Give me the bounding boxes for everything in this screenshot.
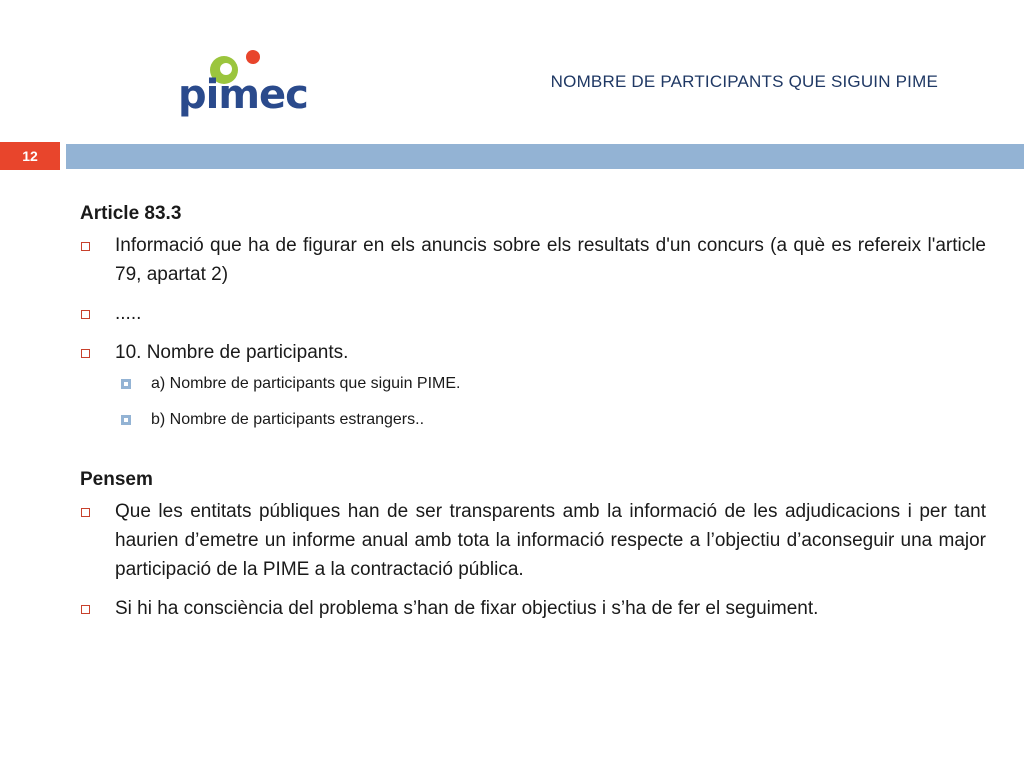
section-heading-article: Article 83.3 (80, 203, 182, 224)
sub-list-item (121, 373, 986, 395)
pimec-logo (176, 46, 308, 126)
list-item (80, 231, 986, 289)
list-item-text: Informació que ha de figurar en els anuncis sobre els resultats d'un concurs (a què es refereix l'article 79, apartat 2) (115, 235, 986, 285)
logo-text: pimec (178, 72, 308, 118)
square-sub-bullet-icon (121, 379, 131, 389)
list-item-text: Si hi ha consciència del problema s’han de fixar objectius i s’ha de fer el seguiment. (115, 598, 819, 619)
pensem-bullet-list (80, 497, 986, 623)
page-number: 12 (0, 142, 60, 170)
square-bullet-icon (81, 242, 90, 251)
list-item-text: ..... (115, 303, 142, 324)
sub-list-item-text: a) Nombre de participants que siguin PIME. (151, 375, 461, 392)
square-bullet-icon (81, 349, 90, 358)
square-bullet-icon (81, 605, 90, 614)
article-bullet-list (80, 231, 986, 431)
square-bullet-icon (81, 508, 90, 517)
list-item-text: 10. Nombre de participants. (115, 342, 349, 363)
slide-content (80, 203, 986, 633)
square-bullet-icon (81, 310, 90, 319)
sub-list-item (121, 409, 986, 431)
list-item (80, 299, 986, 328)
sub-bullet-list (121, 373, 986, 431)
sub-list-item-text: b) Nombre de participants estrangers.. (151, 411, 425, 428)
section-heading-pensem: Pensem (80, 469, 153, 490)
square-sub-bullet-icon (121, 415, 131, 425)
list-item (80, 594, 986, 623)
slide-title: NOMBRE DE PARTICIPANTS QUE SIGUIN PIME (550, 72, 938, 91)
list-item-text: Que les entitats públiques han de ser transparents amb la informació de les adjudicacions i per tant haurien d’emetre un informe anual amb tota la informació respecte a l’objectiu d’aconseguir una major participació de la PIME a la contractació pública. (115, 501, 986, 580)
list-item (80, 338, 986, 431)
header-band (66, 144, 1024, 169)
list-item (80, 497, 986, 584)
